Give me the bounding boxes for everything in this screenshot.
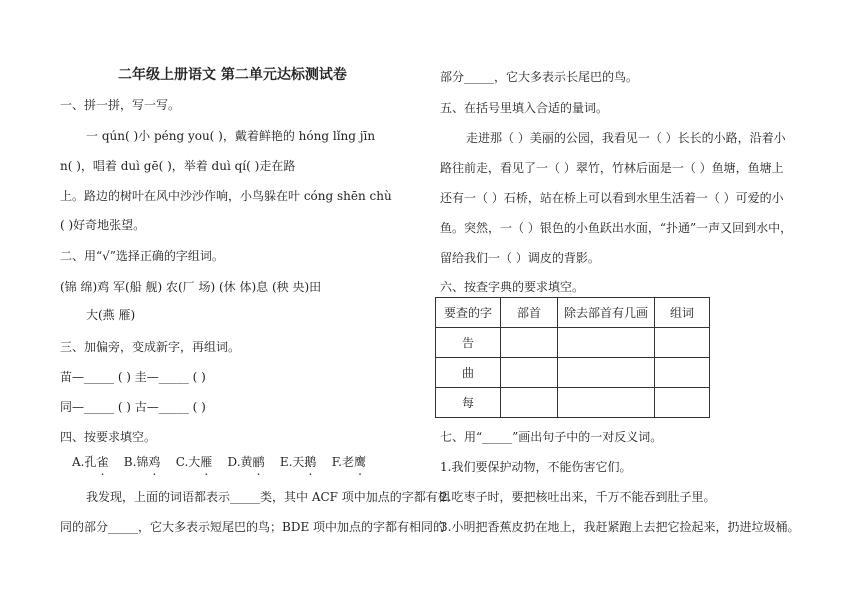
q4-continuation: 部分_____，它大多表示长尾巴的鸟。 bbox=[440, 70, 639, 84]
blank-cell[interactable] bbox=[558, 388, 655, 418]
q7-sentence: 3.小明把香蕉皮扔在地上，我赶紧跑上去把它捡起来，扔进垃圾桶。 bbox=[440, 520, 800, 534]
q3-line: 同—_____ ( ) 古—_____ ( ) bbox=[60, 400, 206, 414]
q4-heading: 四、按要求填空。 bbox=[60, 430, 157, 444]
option-a: A.孔雀 bbox=[72, 455, 109, 469]
q7-sentence: 2.吃枣子时，要把核吐出来，千万不能吞到肚子里。 bbox=[440, 490, 716, 504]
blank-cell[interactable] bbox=[558, 328, 655, 358]
table-row bbox=[436, 358, 710, 388]
q4-paragraph: 同的部分_____，它大多表示短尾巴的鸟；BDE 项中加点的字都有相同的 bbox=[60, 520, 446, 534]
header-cell: 要查的字 bbox=[436, 298, 501, 328]
blank-cell[interactable] bbox=[655, 388, 710, 418]
header-cell: 组词 bbox=[655, 298, 710, 328]
q3-line: 苗—_____ ( ) 圭—_____ ( ) bbox=[60, 370, 206, 384]
q7-sentence: 1.我们要保护动物，不能伤害它们。 bbox=[440, 460, 632, 474]
option-d: D.黄鹂 bbox=[227, 455, 265, 469]
q5-heading: 五、在括号里填入合适的量词。 bbox=[440, 101, 609, 115]
q4-options bbox=[72, 453, 366, 470]
blank-cell[interactable] bbox=[655, 328, 710, 358]
q2-line: (锦 绵)鸡 军(船 舰) 农(厂 场) (休 体)息 (秧 央)田 bbox=[60, 280, 322, 294]
header-cell: 除去部首有几画 bbox=[558, 298, 655, 328]
blank-cell[interactable] bbox=[501, 328, 558, 358]
q2-line: 大(燕 雁) bbox=[86, 308, 136, 322]
blank-cell[interactable] bbox=[501, 358, 558, 388]
q1-line: n( )，唱着 duì gē( )，举着 duì qí( )走在路 bbox=[60, 159, 296, 173]
q7-heading: 七、用“_____”画出句子中的一对反义词。 bbox=[440, 430, 663, 444]
q1-line: ( )好奇地张望。 bbox=[60, 218, 146, 232]
q1-line: 一 qún( )小 péng you( )，戴着鲜艳的 hóng lǐng jīn bbox=[86, 129, 376, 143]
table-row bbox=[436, 388, 710, 418]
header-cell: 部首 bbox=[501, 298, 558, 328]
dictionary-lookup-table bbox=[435, 297, 710, 418]
blank-cell[interactable] bbox=[655, 358, 710, 388]
option-c: C.大雁 bbox=[175, 455, 213, 469]
q4-paragraph: 我发现，上面的词语都表示_____类，其中 ACF 项中加点的字都有相 bbox=[86, 490, 450, 504]
q6-heading: 六、按查字典的要求填空。 bbox=[440, 280, 585, 294]
lookup-char-cell: 曲 bbox=[436, 358, 501, 388]
table-header-row bbox=[436, 298, 710, 328]
blank-cell[interactable] bbox=[558, 358, 655, 388]
q3-heading: 三、加偏旁，变成新字，再组词。 bbox=[60, 340, 241, 354]
q5-line: 还有一（ ）石桥，站在桥上可以看到水里生活着一（ ）可爱的小 bbox=[440, 191, 784, 205]
exam-title: 二年级上册语文 第二单元达标测试卷 bbox=[118, 67, 347, 83]
blank-cell[interactable] bbox=[501, 388, 558, 418]
option-f: F.老鹰 bbox=[331, 455, 366, 469]
q5-line: 路往前走，看见了一（ ）翠竹，竹林后面是一（ ）鱼塘，鱼塘上 bbox=[440, 161, 784, 175]
lookup-char-cell: 每 bbox=[436, 388, 501, 418]
q5-line: 留给我们一（ ）调皮的背影。 bbox=[440, 251, 600, 265]
lookup-char-cell: 告 bbox=[436, 328, 501, 358]
q5-line: 鱼。突然，一（ ）银色的小鱼跃出水面，“扑通”一声又回到水中， bbox=[440, 221, 793, 235]
q5-line: 走进那（ ）美丽的公园，我看见一（ ）长长的小路，沿着小 bbox=[466, 131, 786, 145]
q1-line: 上。路边的树叶在风中沙沙作响，小鸟躲在叶 cóng shēn chù bbox=[60, 189, 392, 203]
option-e: E.天鹅 bbox=[279, 455, 317, 469]
q1-heading: 一、拼一拼，写一写。 bbox=[60, 98, 181, 112]
q2-heading: 二、用“√”选择正确的字组词。 bbox=[60, 249, 224, 263]
table-row bbox=[436, 328, 710, 358]
option-b: B.锦鸡 bbox=[123, 455, 161, 469]
